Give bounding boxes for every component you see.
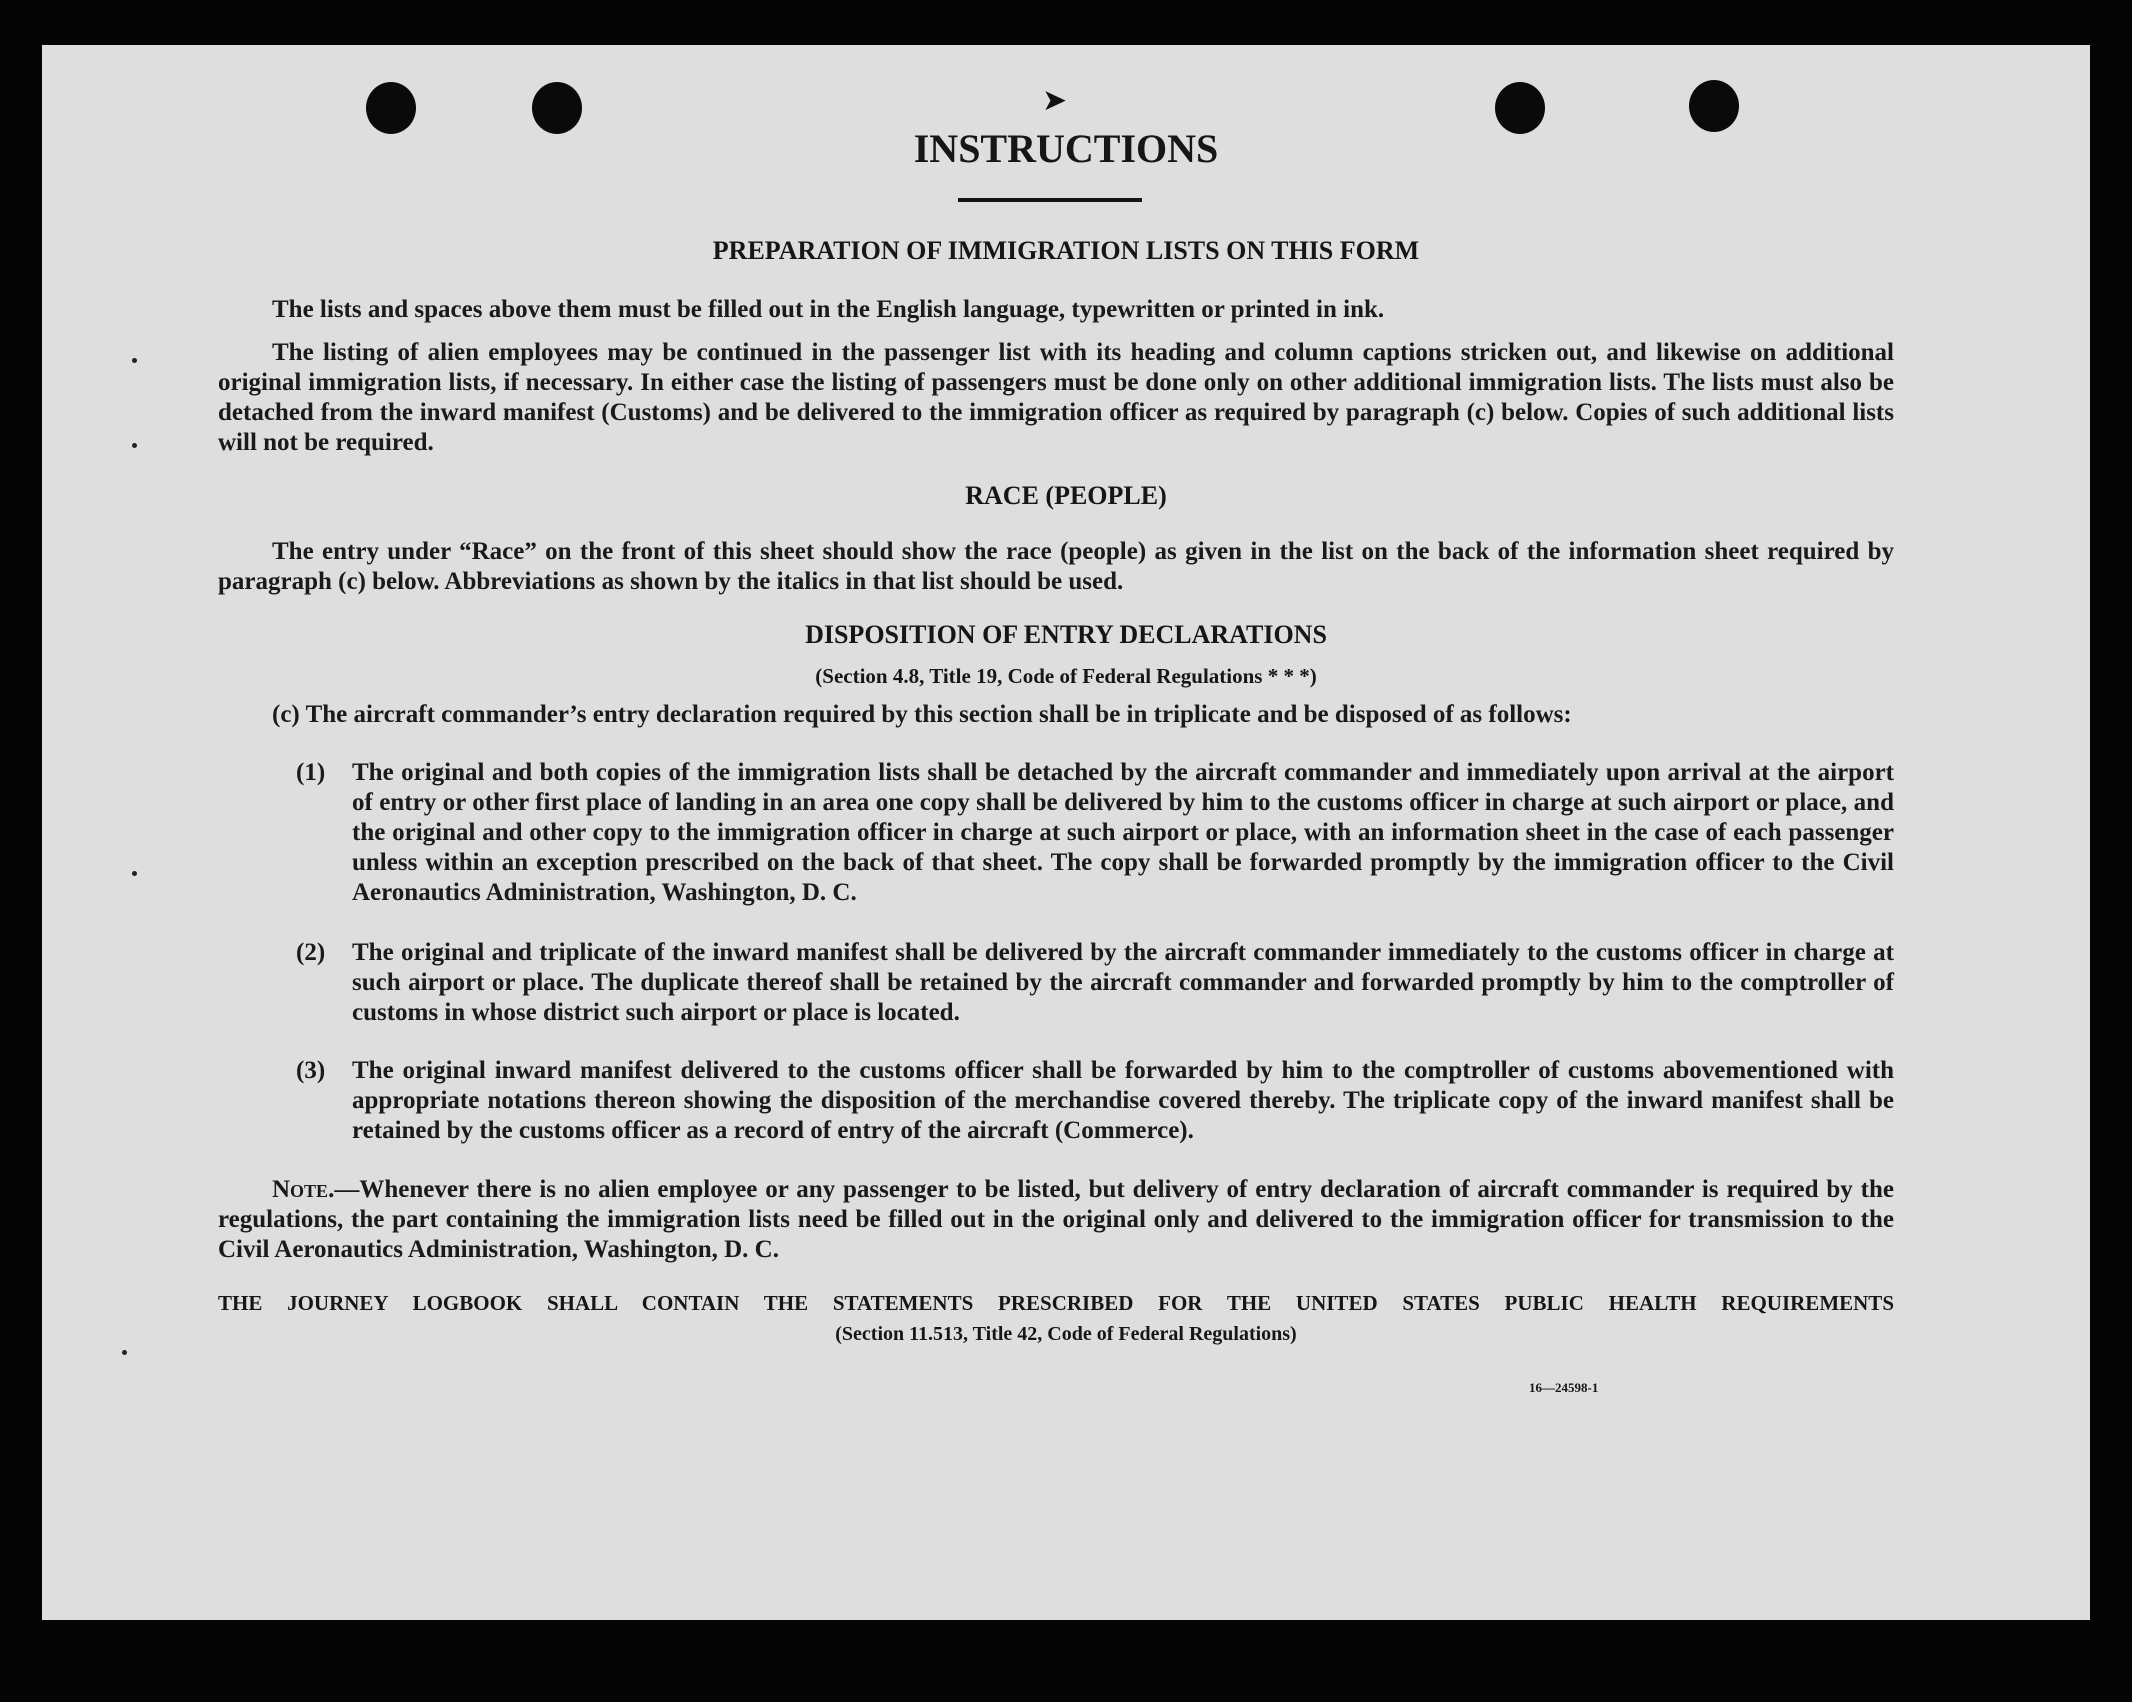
note-paragraph [218,1175,1894,1265]
item-text: The original and triplicate of the inward manifest shall be delivered by the aircraft commander immediately to the customs officer in charge at such airport or place. The duplicate thereof shall be retained by the aircraft commander and forwarded promptly by him to the comptroller of customs in whose district such airport or place is located. [352,939,1894,1026]
list-item [296,1056,1894,1146]
paragraph-marker: (c) [272,701,300,728]
section-heading-race: RACE (PEOPLE) [965,481,1167,510]
item-number: (2) [296,939,326,966]
item-text: The original inward manifest delivered to the customs officer shall be forwarded by him to the comptroller of customs abovementioned with appropriate notations thereon showing the disposition of the merchandise covered thereby. The triplicate copy of the inward manifest shall be retained by the customs officer as a record of entry of the aircraft (Commerce). [352,1057,1894,1144]
item-number: (3) [296,1057,326,1084]
logbook-heading: THE JOURNEY LOGBOOK SHALL CONTAIN THE STATEMENTS PRESCRIBED FOR THE UNITED STATES PUBLIC HEALTH REQUIREMENTS [218,1291,1894,1315]
list-item [296,758,1894,908]
stray-mark: ➤ [1042,84,1068,117]
form-number: 16—24598-1 [1529,1380,1599,1395]
speck [132,358,137,363]
speck [122,1350,127,1355]
item-text: The original and both copies of the immigration lists shall be detached by the aircraft commander and immediately upon arrival at the airport of entry or other first place of landing in an area one copy shall be delivered by him to the customs officer in charge at such airport or place, and the original and other copy to the immigration officer in charge at such airport or place, with an information sheet in the case of each passenger unless within an exception prescribed on the back of that sheet. The copy shall be forwarded promptly by the immigration officer to the Civil Aeronautics Administration, Washington, D. C. [352,759,1894,906]
document-page [42,45,2090,1620]
section-subheading-disposition: (Section 4.8, Title 19, Code of Federal Regulations * * *) [815,664,1317,688]
paragraph-text: The aircraft commander’s entry declaration required by this section shall be in triplicate and be disposed of as follows: [305,701,1572,728]
section-heading-preparation: PREPARATION OF IMMIGRATION LISTS ON THIS FORM [712,236,1420,265]
note-text: —Whenever there is no alien employee or any passenger to be listed, but delivery of entry declaration of aircraft commander is required by the regulations, the part containing the immigration lists need be filled out in the original only and delivered to the immigration officer for transmission to the Civil Aeronautics Administration, Washington, D. C. [218,1176,1894,1263]
list-item [296,938,1894,1028]
section-heading-disposition: DISPOSITION OF ENTRY DECLARATIONS [805,620,1327,649]
item-number: (1) [296,759,326,786]
paragraph-c-intro [272,700,1894,730]
title-underline [958,198,1142,202]
paragraph-alien-employees: The listing of alien employees may be continued in the passenger list with its heading and column captions stricken out, and likewise on additional original immigration lists, if necessary. In either case the listing of passengers must be done only on other additional immigration lists. The lists must also be detached from the inward manifest (Customs) and be delivered to the immigration officer as required by paragraph (c) below. Copies of such additional lists will not be required. [218,339,1894,456]
speck [132,443,137,448]
page-title: INSTRUCTIONS [913,126,1219,171]
paragraph-lists: The lists and spaces above them must be filled out in the English language, typewritten or printed in ink. [272,296,1385,323]
speck [132,871,137,876]
note-label: Note. [272,1176,335,1203]
logbook-subheading: (Section 11.513, Title 42, Code of Federal Regulations) [835,1323,1297,1345]
paragraph-race: The entry under “Race” on the front of this sheet should show the race (people) as given in the list on the back of the information sheet required by paragraph (c) below. Abbreviations as shown by the italics in that list should be used. [218,538,1894,595]
